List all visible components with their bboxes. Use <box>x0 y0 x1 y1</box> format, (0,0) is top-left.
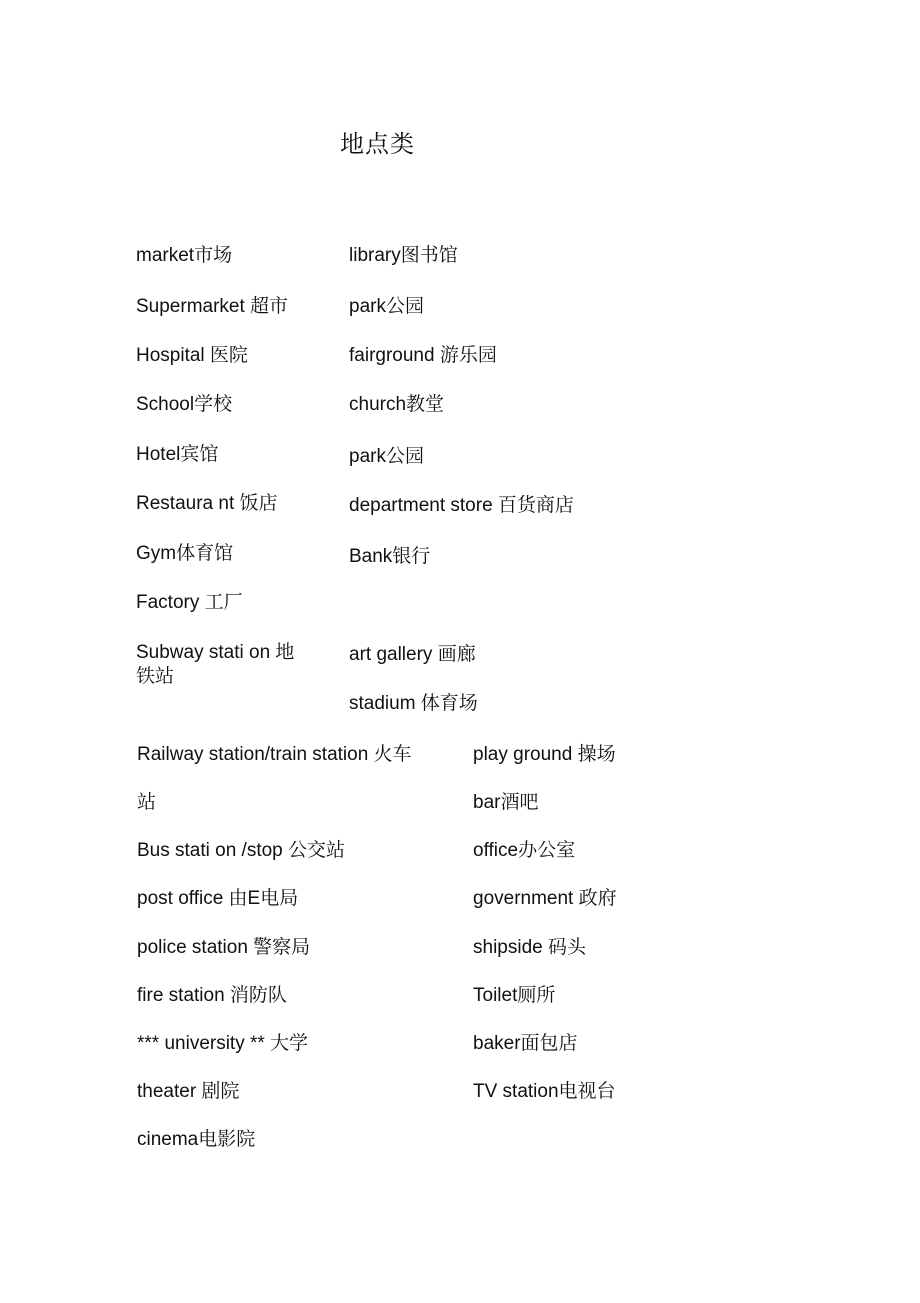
page-title: 地点类 <box>340 130 415 158</box>
list-item: park公园 <box>349 296 424 317</box>
list-item: department store 百货商店 <box>349 495 574 516</box>
list-item: Railway station/train station 火车 <box>137 744 412 765</box>
list-item: Hospital 医院 <box>136 345 248 366</box>
list-item: *** university ** 大学 <box>137 1033 309 1054</box>
list-item: stadium 体育场 <box>349 693 478 714</box>
list-item: park公园 <box>349 446 424 467</box>
list-item: Restaura nt 饭店 <box>136 493 278 514</box>
list-item: Bank银行 <box>349 546 431 567</box>
list-item: TV station电视台 <box>473 1081 616 1102</box>
list-item: cinema电影院 <box>137 1129 256 1150</box>
list-item: fire station 消防队 <box>137 985 287 1006</box>
list-item: art gallery 画廊 <box>349 644 476 665</box>
list-item: Bus stati on /stop 公交站 <box>137 840 346 861</box>
list-item: office办公室 <box>473 840 576 861</box>
list-item: library图书馆 <box>349 245 458 266</box>
list-item: Supermarket 超市 <box>136 296 289 317</box>
list-item: church教堂 <box>349 394 445 415</box>
list-item: shipside 码头 <box>473 937 586 958</box>
list-item: Hotel宾馆 <box>136 444 219 465</box>
list-item: School学校 <box>136 394 233 415</box>
list-item: 站 <box>137 792 157 813</box>
list-item: Toilet厕所 <box>473 985 556 1006</box>
list-item: fairground 游乐园 <box>349 345 497 366</box>
list-item: Subway stati on 地铁站 <box>136 642 295 687</box>
list-item: police station 警察局 <box>137 937 311 958</box>
list-item: bar酒吧 <box>473 792 539 813</box>
list-item: government 政府 <box>473 888 617 909</box>
list-item: Gym体育馆 <box>136 543 234 564</box>
list-item: post office 由E电局 <box>137 888 299 909</box>
list-item: play ground 操场 <box>473 744 616 765</box>
list-item: theater 剧院 <box>137 1081 240 1102</box>
list-item: market市场 <box>136 245 233 266</box>
list-item: Factory 工厂 <box>136 592 243 613</box>
list-item: baker面包店 <box>473 1033 578 1054</box>
